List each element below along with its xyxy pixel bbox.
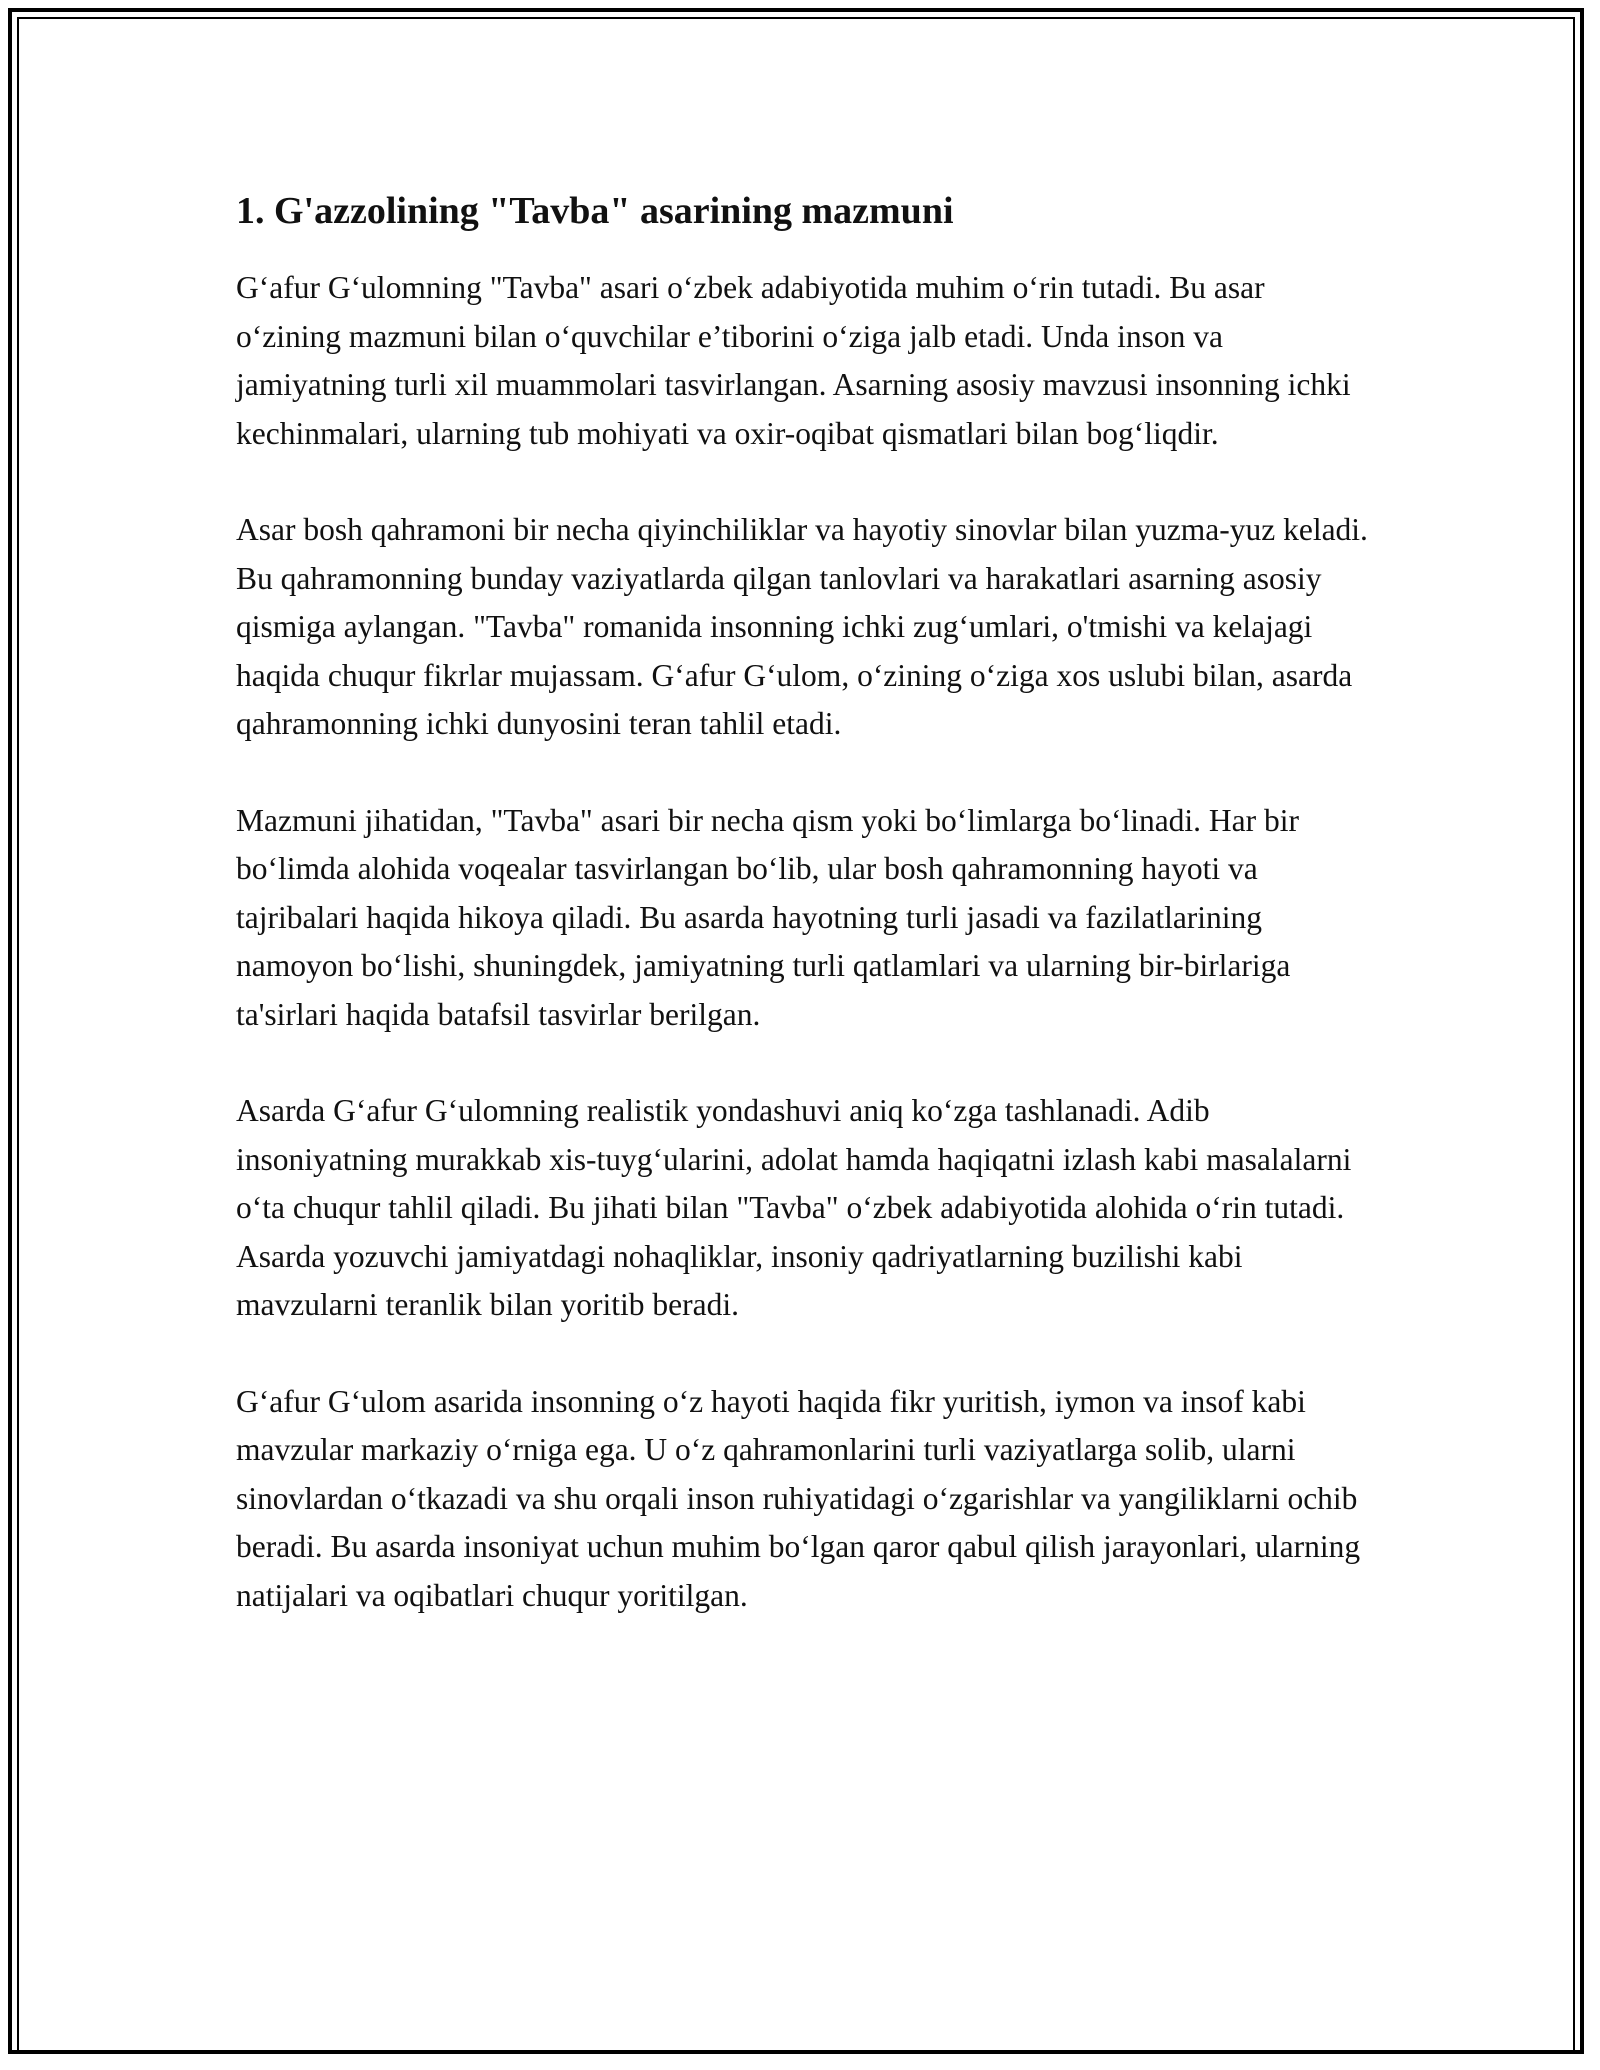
paragraph-3: Mazmuni jihatidan, "Tavba" asari bir necha qism yoki bo‘limlarga bo‘linadi. Har bir bo‘limda alohida voqealar tasvirlangan bo‘lib, ular bosh qahramonning hayoti va tajribalari haqida hikoya qiladi. Bu asarda hayotning turli jasadi va fazilatlarining namoyon bo‘lishi, shuningdek, jamiyatning turli qatlamlari va ularning bir-birlariga ta'sirlari haqida batafsil tasvirlar berilgan.	[236, 802, 1300, 1032]
document-body	[236, 186, 1368, 1668]
paragraph-4: Asarda G‘afur G‘ulomning realistik yondashuvi aniq ko‘zga tashlanadi. Adib insoniyatning murakkab xis-tuyg‘ularini, adolat hamda haqiqatni izlash kabi masalalarni o‘ta chuqur tahlil qiladi. Bu jihati bilan "Tavba" o‘zbek adabiyotida alohida o‘rin tutadi. Asarda yozuvchi jamiyatdagi nohaqliklar, insoniy qadriyatlarning buzilishi kabi mavzularni teranlik bilan yoritib beradi.	[236, 1093, 1352, 1322]
paragraph-2: Asar bosh qahramoni bir necha qiyinchiliklar va hayotiy sinovlar bilan yuzma-yuz keladi. Bu qahramonning bunday vaziyatlarda qilgan tanlovlari va harakatlari asarning asosiy qismiga aylangan. "Tavba" romanida insonning ichki zug‘umlari, o'tmishi va kelajagi haqida chuqur fikrlar mujassam. G‘afur G‘ulom, o‘zining o‘ziga xos uslubi bilan, asarda qahramonning ichki dunyosini teran tahlil etadi.	[236, 512, 1368, 741]
document-title: 1. G'azzolining "Tavba" asarining mazmuni	[236, 190, 954, 232]
paragraph-1: G‘afur G‘ulomning "Tavba" asari o‘zbek adabiyotida muhim o‘rin tutadi. Bu asar o‘zining mazmuni bilan o‘quvchilar e’tiborini o‘ziga jalb etadi. Unda inson va jamiyatning turli xil muammolari tasvirlangan. Asarning asosiy mavzusi insonning ichki kechinmalari, ularning tub mohiyati va oxir-oqibat qismatlari bilan bog‘liqdir.	[236, 270, 1351, 451]
paragraph-5: G‘afur G‘ulom asarida insonning o‘z hayoti haqida fikr yuritish, iymon va insof kabi mavzular markaziy o‘rniga ega. U o‘z qahramonlarini turli vaziyatlarga solib, ularni sinovlardan o‘tkazadi va shu orqali inson ruhiyatidagi o‘zgarishlar va yangiliklarni ochib beradi. Bu asarda insoniyat uchun muhim bo‘lgan qaror qabul qilish jarayonlari, ularning natijalari va oqibatlari chuqur yoritilgan.	[236, 1383, 1361, 1613]
